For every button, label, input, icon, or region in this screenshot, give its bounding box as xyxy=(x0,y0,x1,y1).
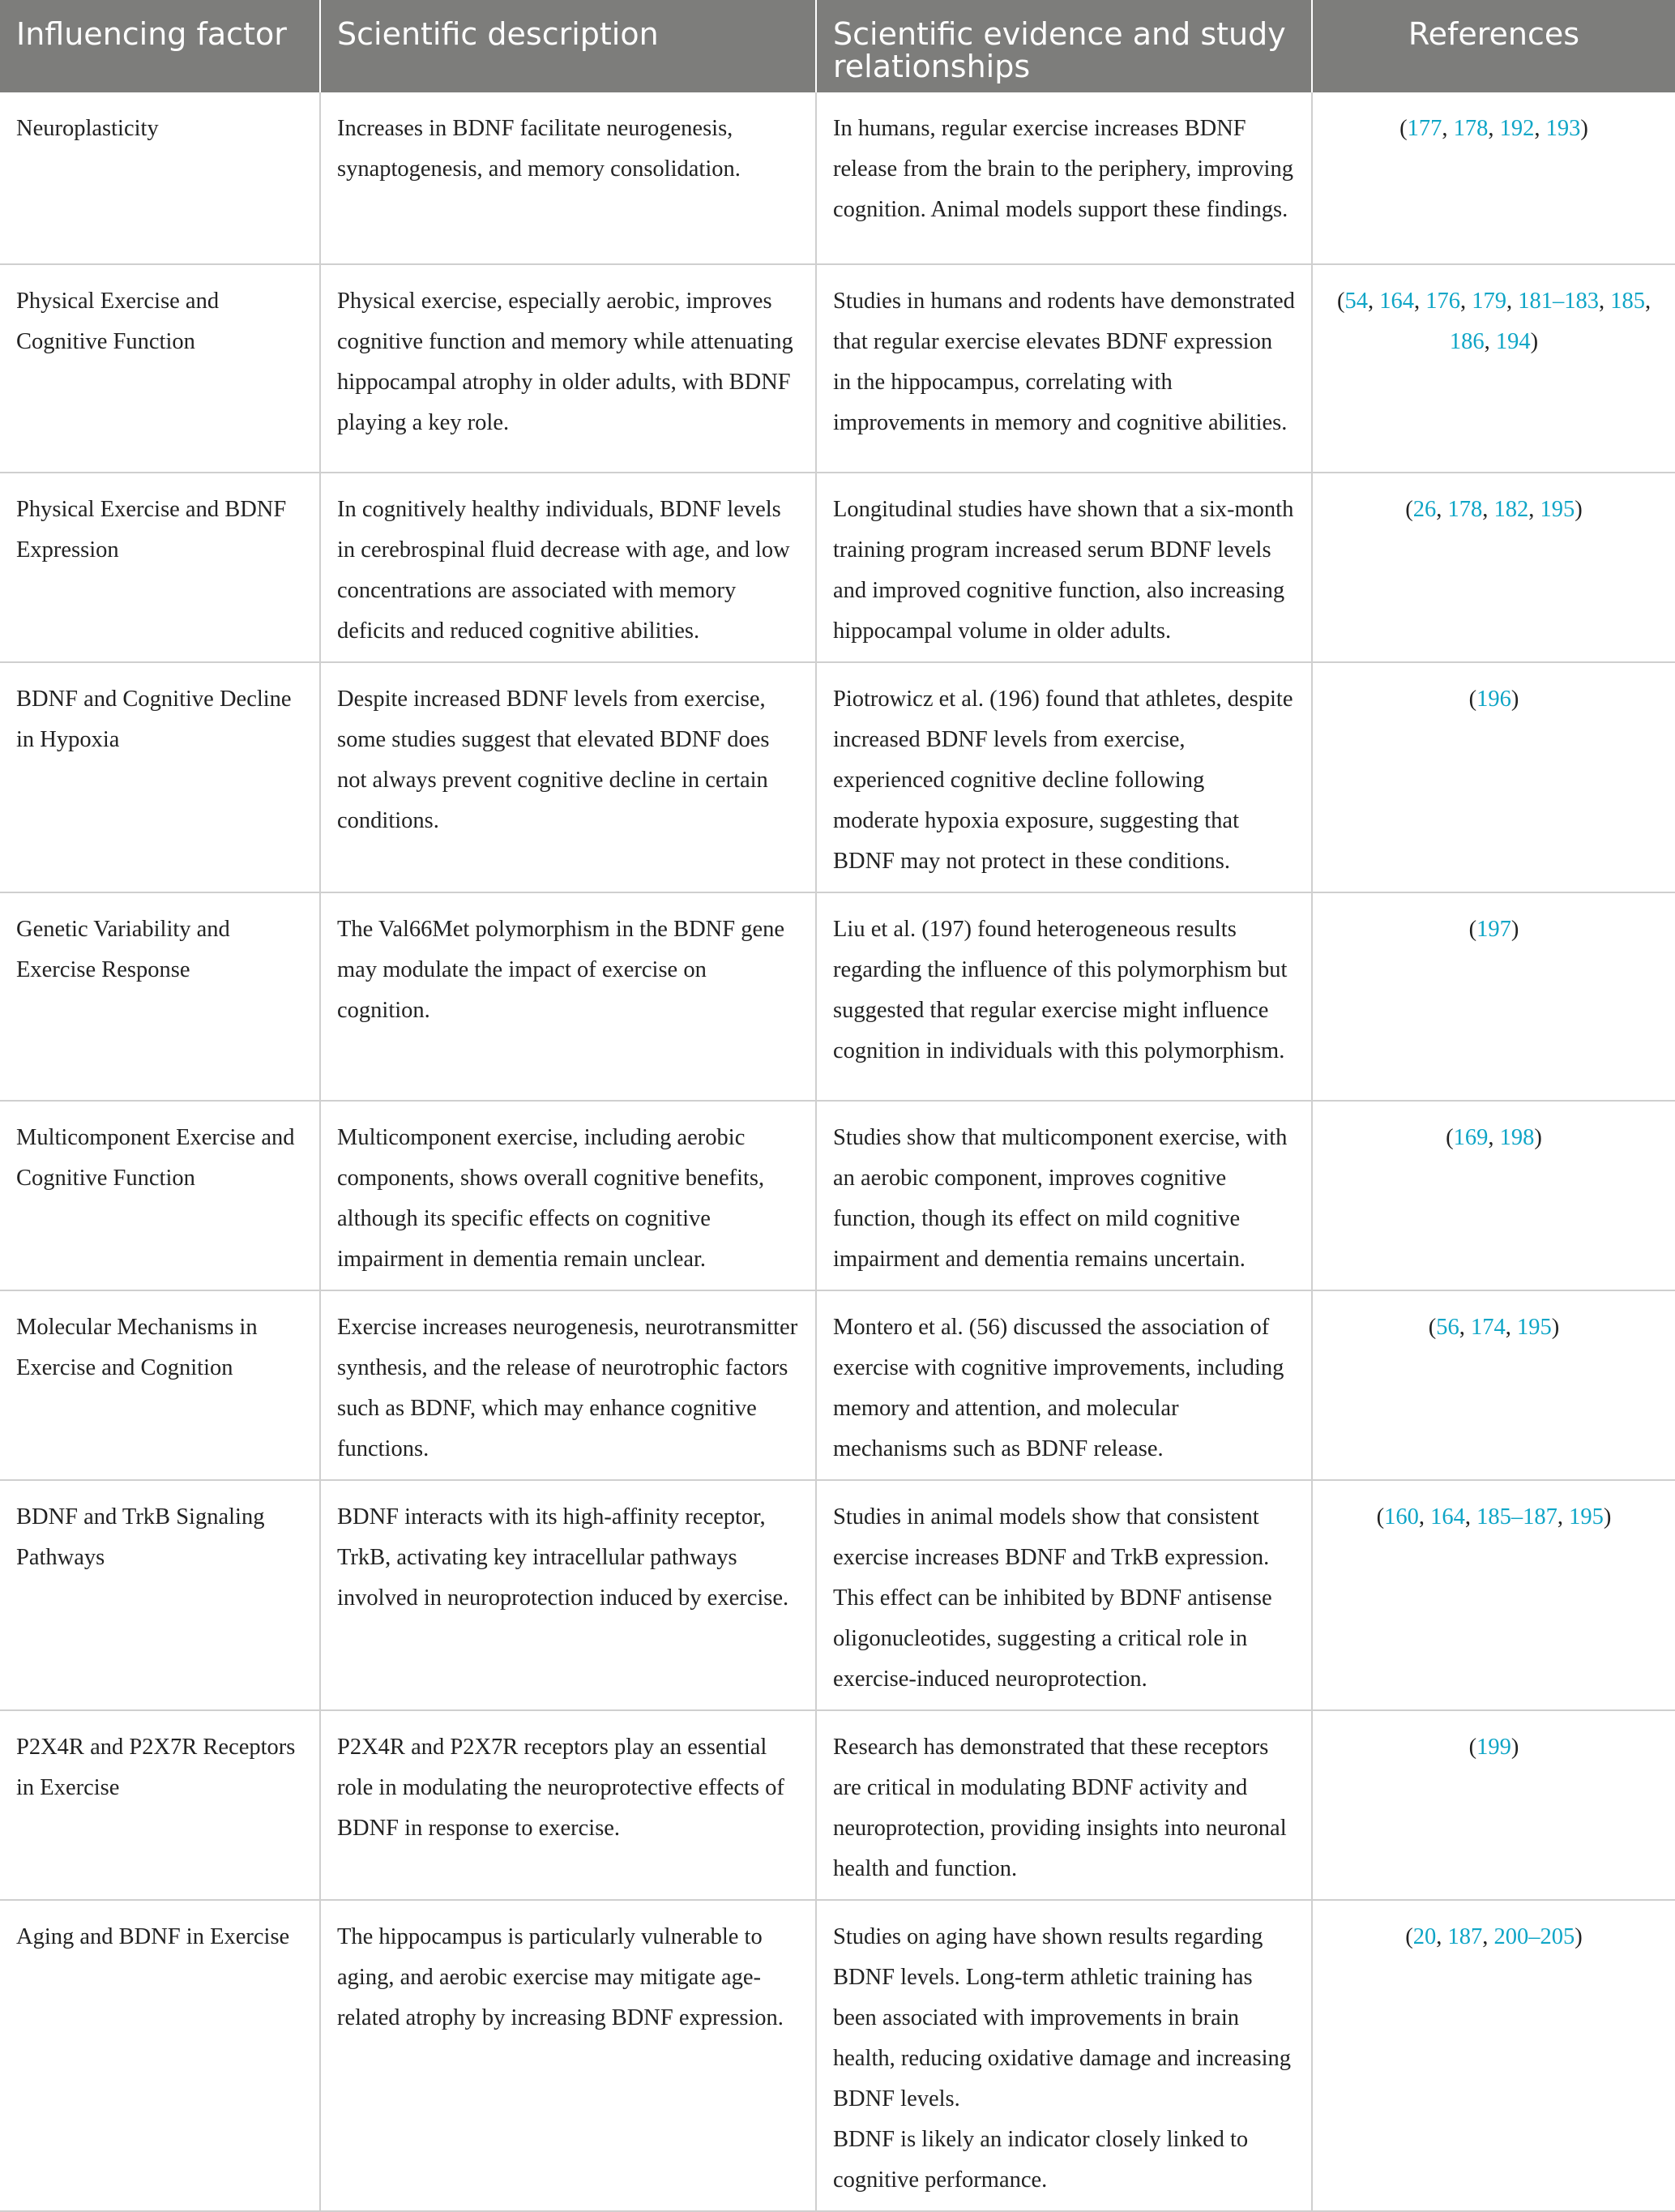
scientific-evidence-cell xyxy=(816,1101,1312,1290)
table-row xyxy=(0,892,1675,1101)
scientific-evidence-cell xyxy=(816,473,1312,662)
evidence-paragraph: Montero et al. (56) discussed the association of exercise with cognitive improvements, including memory and attention, and molecular mechanisms such as BDNF release. xyxy=(833,1315,1284,1461)
references-cell: (54, 164, 176, 179, 181–183, 185, 186, 194) xyxy=(1312,264,1675,473)
influencing-factor-cell: BDNF and TrkB Signaling Pathways xyxy=(0,1480,320,1710)
reference-link[interactable]: 169 xyxy=(1453,1125,1489,1150)
reference-link[interactable]: 164 xyxy=(1379,289,1414,314)
reference-link[interactable]: 20 xyxy=(1412,1924,1437,1949)
reference-link[interactable]: 196 xyxy=(1476,687,1511,712)
table-row xyxy=(0,662,1675,892)
scientific-description-cell: Increases in BDNF facilitate neurogenesis, synaptogenesis, and memory consolidation. xyxy=(320,92,816,264)
reference-link[interactable]: 176 xyxy=(1425,289,1460,314)
references-cell: (160, 164, 185–187, 195) xyxy=(1312,1480,1675,1710)
reference-link[interactable]: 194 xyxy=(1495,329,1531,354)
references-cell: (199) xyxy=(1312,1710,1675,1900)
reference-link[interactable]: 179 xyxy=(1472,289,1506,314)
reference-link[interactable]: 186 xyxy=(1449,329,1485,354)
influencing-factor-cell: Genetic Variability and Exercise Response xyxy=(0,892,320,1101)
reference-link[interactable]: 200–205 xyxy=(1493,1924,1575,1949)
influencing-factor-cell: Neuroplasticity xyxy=(0,92,320,264)
reference-link[interactable]: 54 xyxy=(1344,289,1368,314)
evidence-paragraph: Longitudinal studies have shown that a six-month training program increased serum BDNF levels and improved cognitive function, also increasing hippocampal volume in older adults. xyxy=(833,497,1294,644)
scientific-evidence-cell xyxy=(816,892,1312,1101)
references-cell: (197) xyxy=(1312,892,1675,1101)
influencing-factor-cell: Physical Exercise and BDNF Expression xyxy=(0,473,320,662)
evidence-paragraph: Studies on aging have shown results regarding BDNF levels. Long-term athletic training has been associated with improvements in brain health, reducing oxidative damage and increasing BDNF levels. xyxy=(833,1924,1292,2111)
scientific-description-cell: The hippocampus is particularly vulnerable to aging, and aerobic exercise may mitigate age-related atrophy by increasing BDNF expression. xyxy=(320,1900,816,2211)
reference-link[interactable]: 197 xyxy=(1476,917,1511,942)
table-row xyxy=(0,1900,1675,2211)
evidence-paragraph: BDNF is likely an indicator closely linked to cognitive performance. xyxy=(833,2127,1249,2193)
reference-link[interactable]: 192 xyxy=(1499,116,1535,141)
table-row xyxy=(0,92,1675,264)
table-row xyxy=(0,1710,1675,1900)
reference-link[interactable]: 185 xyxy=(1610,289,1645,314)
reference-link[interactable]: 187 xyxy=(1447,1924,1483,1949)
reference-link[interactable]: 198 xyxy=(1499,1125,1535,1150)
evidence-paragraph: Liu et al. (197) found heterogeneous results regarding the influence of this polymorphism but suggested that regular exercise might influence cognition in individuals with this polymorphism. xyxy=(833,917,1288,1063)
reference-link[interactable]: 199 xyxy=(1476,1735,1511,1760)
influencing-factor-cell: BDNF and Cognitive Decline in Hypoxia xyxy=(0,662,320,892)
influencing-factor-cell: Physical Exercise and Cognitive Function xyxy=(0,264,320,473)
reference-link[interactable]: 195 xyxy=(1569,1504,1604,1530)
references-cell: (169, 198) xyxy=(1312,1101,1675,1290)
scientific-evidence-cell xyxy=(816,1710,1312,1900)
scientific-description-cell: The Val66Met polymorphism in the BDNF gene may modulate the impact of exercise on cognition. xyxy=(320,892,816,1101)
evidence-paragraph: Piotrowicz et al. (196) found that athletes, despite increased BDNF levels from exercise, experienced cognitive decline following moderate hypoxia exposure, suggesting that BDNF may not protect in these conditions. xyxy=(833,687,1293,874)
scientific-description-cell: BDNF interacts with its high-affinity receptor, TrkB, activating key intracellular pathways involved in neuroprotection induced by exercise. xyxy=(320,1480,816,1710)
references-cell: (196) xyxy=(1312,662,1675,892)
header-scientific-evidence: Scientific evidence and study relationships xyxy=(816,0,1312,92)
reference-link[interactable]: 160 xyxy=(1384,1504,1419,1530)
header-influencing-factor: Influencing factor xyxy=(0,0,320,92)
reference-link[interactable]: 185–187 xyxy=(1476,1504,1557,1530)
scientific-description-cell: Despite increased BDNF levels from exercise, some studies suggest that elevated BDNF does not always prevent cognitive decline in certain conditions. xyxy=(320,662,816,892)
reference-link[interactable]: 26 xyxy=(1412,497,1437,522)
table-row xyxy=(0,473,1675,662)
references-cell: (26, 178, 182, 195) xyxy=(1312,473,1675,662)
evidence-paragraph: Studies in animal models show that consistent exercise increases BDNF and TrkB expression. This effect can be inhibited by BDNF antisense oligonucleotides, suggesting a critical role in exercise-induced neuroprotection. xyxy=(833,1504,1272,1692)
reference-link[interactable]: 174 xyxy=(1471,1315,1506,1340)
scientific-evidence-cell xyxy=(816,1900,1312,2211)
table-body xyxy=(0,92,1675,2211)
reference-link[interactable]: 195 xyxy=(1517,1315,1552,1340)
scientific-description-cell: Exercise increases neurogenesis, neurotransmitter synthesis, and the release of neurotrophic factors such as BDNF, which may enhance cognitive functions. xyxy=(320,1290,816,1480)
scientific-evidence-cell xyxy=(816,662,1312,892)
reference-link[interactable]: 56 xyxy=(1436,1315,1459,1340)
scientific-evidence-cell xyxy=(816,1480,1312,1710)
references-cell: (177, 178, 192, 193) xyxy=(1312,92,1675,264)
evidence-paragraph: Studies in humans and rodents have demonstrated that regular exercise elevates BDNF expression in the hippocampus, correlating with improvements in memory and cognitive abilities. xyxy=(833,289,1295,435)
reference-link[interactable]: 193 xyxy=(1545,116,1581,141)
scientific-evidence-cell xyxy=(816,264,1312,473)
reference-link[interactable]: 178 xyxy=(1447,497,1483,522)
reference-link[interactable]: 178 xyxy=(1453,116,1489,141)
scientific-description-cell: In cognitively healthy individuals, BDNF levels in cerebrospinal fluid decrease with age, and low concentrations are associated with memory deficits and reduced cognitive abilities. xyxy=(320,473,816,662)
table-row xyxy=(0,1480,1675,1710)
references-cell: (20, 187, 200–205) xyxy=(1312,1900,1675,2211)
header-references: References xyxy=(1312,0,1675,92)
scientific-description-cell: Multicomponent exercise, including aerobic components, shows overall cognitive benefits, although its specific effects on cognitive impairment in dementia remain unclear. xyxy=(320,1101,816,1290)
reference-link[interactable]: 195 xyxy=(1540,497,1575,522)
influencing-factor-cell: Multicomponent Exercise and Cognitive Function xyxy=(0,1101,320,1290)
influencing-factor-cell: Aging and BDNF in Exercise xyxy=(0,1900,320,2211)
evidence-paragraph: Studies show that multicomponent exercise, with an aerobic component, improves cognitive function, though its effect on mild cognitive impairment and dementia remains uncertain. xyxy=(833,1125,1288,1272)
references-cell: (56, 174, 195) xyxy=(1312,1290,1675,1480)
table-row xyxy=(0,264,1675,473)
evidence-paragraph: In humans, regular exercise increases BDNF release from the brain to the periphery, improving cognition. Animal models support these findings. xyxy=(833,116,1293,222)
scientific-description-cell: Physical exercise, especially aerobic, improves cognitive function and memory while attenuating hippocampal atrophy in older adults, with BDNF playing a key role. xyxy=(320,264,816,473)
scientific-evidence-cell xyxy=(816,92,1312,264)
reference-link[interactable]: 164 xyxy=(1430,1504,1465,1530)
evidence-paragraph: Research has demonstrated that these receptors are critical in modulating BDNF activity and neuroprotection, providing insights into neuronal health and function. xyxy=(833,1735,1287,1881)
reference-link[interactable]: 177 xyxy=(1407,116,1442,141)
table-row xyxy=(0,1101,1675,1290)
table-header xyxy=(0,0,1675,92)
header-row xyxy=(0,0,1675,92)
scientific-description-cell: P2X4R and P2X7R receptors play an essential role in modulating the neuroprotective effects of BDNF in response to exercise. xyxy=(320,1710,816,1900)
influencing-factor-cell: P2X4R and P2X7R Receptors in Exercise xyxy=(0,1710,320,1900)
header-scientific-description: Scientific description xyxy=(320,0,816,92)
table-row xyxy=(0,1290,1675,1480)
scientific-evidence-cell xyxy=(816,1290,1312,1480)
influencing-factor-cell: Molecular Mechanisms in Exercise and Cognition xyxy=(0,1290,320,1480)
reference-link[interactable]: 181–183 xyxy=(1518,289,1599,314)
reference-link[interactable]: 182 xyxy=(1493,497,1529,522)
